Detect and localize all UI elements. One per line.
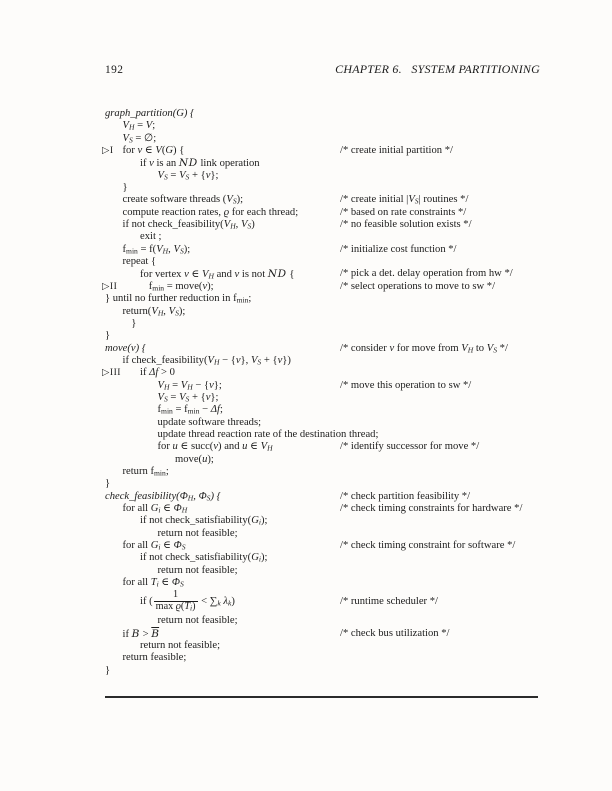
code-text: return fmin;: [122, 465, 169, 478]
inline-comment: /* create initial partition */: [340, 145, 453, 157]
margin-marker: ▷II: [102, 280, 118, 292]
code-line: [105, 392, 575, 404]
code-text: return not feasible;: [157, 564, 238, 576]
code-line: [105, 293, 575, 305]
code-text: }: [122, 182, 128, 194]
code-text: for all Gi ∈ ΦS: [122, 540, 186, 552]
code-text: return not feasible;: [157, 527, 238, 539]
code-line: [102, 367, 575, 379]
code-text: update software threads;: [157, 416, 262, 428]
code-line: [102, 280, 575, 293]
inline-comment: /* create initial |VS| routines */: [340, 194, 469, 206]
code-line: [105, 652, 575, 664]
code-text: VH = VH − {v};: [157, 379, 222, 392]
code-text: VH = V;: [122, 120, 156, 132]
code-line: [105, 256, 575, 268]
code-text: return feasible;: [122, 652, 187, 664]
code-text: if check_feasibility(VH − {v}, VS + {v}): [122, 354, 291, 367]
code-line: [102, 145, 575, 157]
inline-comment: /* check timing constraints for hardware */: [340, 503, 523, 514]
code-line: [105, 170, 575, 182]
code-text: for vertex v ∈ VH and v is not ND {: [140, 268, 295, 282]
code-text: } until no further reduction in fmin;: [105, 293, 252, 305]
code-text: update thread reaction rate of the destination thread;: [157, 428, 379, 440]
running-header: [105, 62, 540, 80]
code-text: }: [131, 317, 137, 329]
code-line: [105, 194, 575, 206]
code-text: if Δf > 0: [140, 367, 175, 379]
code-text: for all Ti ∈ ΦS: [122, 577, 184, 589]
code-line: [105, 157, 575, 169]
margin-marker: ▷III: [102, 367, 121, 379]
code-line: [105, 318, 575, 330]
code-text: for u ∈ succ(v) and u ∈ VH: [157, 441, 273, 453]
inline-comment: /* check partition feasibility */: [340, 490, 471, 502]
code-line: [105, 244, 575, 256]
code-line: [105, 120, 575, 132]
code-text: if not check_satisfiability(Gi);: [140, 552, 268, 564]
inline-comment: /* move this operation to sw */: [340, 379, 472, 391]
inline-comment: /* based on rate constraints */: [340, 206, 467, 218]
code-line: [105, 528, 575, 540]
code-line: [105, 577, 575, 589]
code-line: [105, 330, 575, 342]
code-line: [105, 491, 575, 503]
code-text: repeat {: [122, 256, 157, 268]
inline-comment: /* initialize cost function */: [340, 243, 457, 255]
code-line: [105, 515, 575, 527]
code-line: [105, 552, 575, 564]
code-text: move(v) {: [105, 342, 146, 354]
code-text: if not check_feasibility(VH, VS): [122, 219, 255, 231]
fraction: $\frac{1}{\text{max ϱ(Ti)}}$: [155, 589, 196, 613]
code-text: return not feasible;: [157, 615, 238, 627]
code-line: [105, 108, 575, 120]
inline-comment: /* runtime scheduler */: [340, 596, 438, 608]
code-line: [105, 628, 575, 640]
code-text: fmin = fmin − Δf;: [157, 404, 223, 416]
inline-comment: /* check bus utilization */: [340, 627, 450, 639]
code-text: for v ∈ V(G) {: [122, 145, 185, 157]
inline-comment: /* pick a det. delay operation from hw */: [340, 268, 513, 280]
code-text: if not check_satisfiability(Gi);: [140, 515, 268, 527]
code-line: [105, 182, 575, 194]
code-line: [105, 640, 575, 652]
code-text: fmin = move(v);: [148, 280, 214, 293]
code-text: VS = ∅;: [122, 132, 157, 145]
pseudocode-listing: [102, 108, 575, 677]
code-text: compute reaction rates, ϱ for each thread;: [122, 206, 299, 218]
code-line: [105, 441, 575, 453]
code-text: return(VH, VS);: [122, 305, 186, 318]
margin-marker: ▷I: [102, 145, 114, 157]
code-line: [105, 565, 575, 577]
code-line: [105, 478, 575, 490]
code-text: }: [105, 478, 111, 490]
code-line: [105, 404, 575, 416]
code-text: create software threads (VS);: [122, 194, 244, 206]
code-line: [105, 466, 575, 478]
code-line: [105, 503, 575, 515]
code-text: for all Gi ∈ ΦH: [122, 503, 188, 515]
code-text: if ( $\frac{1}{\text{max ϱ(Ti)}}$ < ∑k λk): [140, 589, 235, 613]
code-line: [105, 355, 575, 367]
code-text: }: [105, 330, 111, 342]
code-line: [105, 454, 575, 466]
code-text: graph_partition(G) {: [105, 108, 195, 119]
code-line: [105, 268, 575, 280]
divider-rule: [105, 696, 538, 698]
code-line: [105, 231, 575, 243]
inline-comment: /* check timing constraint for software */: [340, 540, 516, 552]
code-text: if $B > \overline{B}$: [122, 627, 160, 640]
code-text: VS = VS + {v};: [157, 169, 219, 182]
code-line: [105, 306, 575, 318]
code-line: [105, 207, 575, 219]
code-line: [105, 133, 575, 145]
code-line: [105, 665, 575, 677]
code-line: [105, 219, 575, 231]
inline-comment: /* identify successor for move */: [340, 441, 480, 453]
inline-comment: /* consider v for move from VH to VS */: [340, 342, 508, 355]
code-line: [105, 540, 575, 552]
code-text: exit ;: [140, 231, 162, 243]
code-line: [105, 417, 575, 429]
code-text: return not feasible;: [140, 640, 221, 652]
code-text: }: [105, 664, 111, 676]
code-text: move(u);: [175, 453, 214, 465]
page-number: 192: [105, 64, 124, 76]
inline-comment: /* select operations to move to sw */: [340, 280, 496, 292]
code-line: [105, 343, 575, 355]
code-line: [105, 589, 575, 615]
code-text: check_feasibility(ΦH, ΦS) {: [105, 490, 221, 503]
code-line: [105, 429, 575, 441]
code-line: [105, 380, 575, 392]
code-text: if v is an ND link operation: [140, 157, 260, 170]
inline-comment: /* no feasible solution exists */: [340, 219, 472, 231]
code-text: VS = VS + {v};: [157, 391, 219, 404]
code-text: fmin = f(VH, VS);: [122, 243, 191, 256]
chapter-title: CHAPTER 6. SYSTEM PARTITIONING: [335, 62, 540, 76]
code-line: [105, 615, 575, 627]
